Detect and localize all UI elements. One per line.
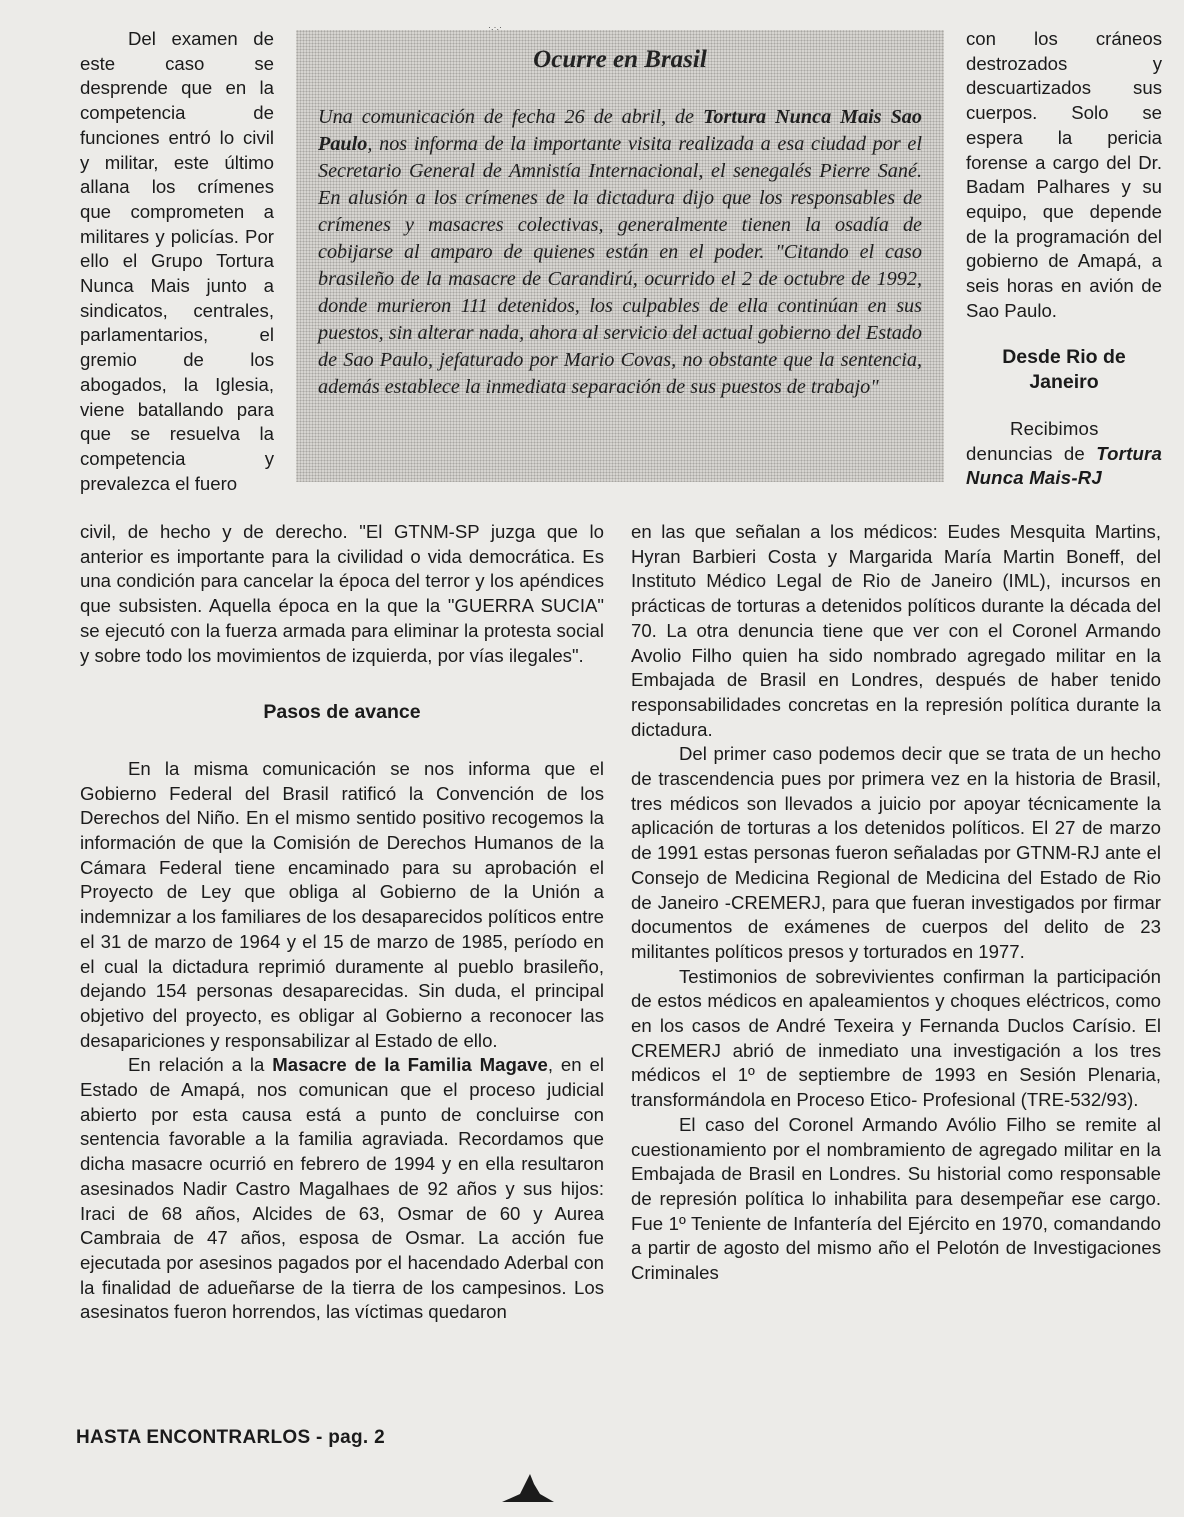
page-footer: HASTA ENCONTRARLOS - pag. 2 — [76, 1427, 385, 1448]
right-wide-column — [631, 520, 1161, 1286]
publication-logo-icon — [500, 1470, 556, 1504]
sidebar-box-org: Tortura Nunca Mais Sao Paulo — [318, 106, 922, 155]
rio-intro: Recibimos denuncias de Tortura Nunca Mais-RJ — [966, 417, 1162, 489]
pasos-paragraph-1: En la misma comunicación se nos informa que el Gobierno Federal del Brasil ratificó la Convención de los Derechos del Niño. En el mismo sentido positivo recogemos la información de que la Comisión de Derechos Humanos de la Cámara Federal tiene encaminado para su aprobación el Proyecto de Ley que obliga al Gobierno de la Unión a indemnizar a los familiares de los desaparecidos políticos entre el 31 de marzo de 1964 y el 15 de marzo de 1985, período en el cual la dictadura reprimió duramente al pueblo brasileño, dejando 154 personas desaparecidas. Sin duda, el principal objetivo del proyecto, es obligar al Gobierno a reconocer las desapariciones y responsabilizar al Estado de ello. — [80, 757, 604, 1051]
rio-paragraph-2: Del primer caso podemos decir que se trata de un hecho de trascendencia pues por primera vez en la historia de Brasil, tres médicos son llevados a juicio por apoyar técnicamente la aplicación de torturas a los detenidos políticos. El 27 de marzo de 1991 estas personas fueron señaladas por GTNM-RJ ante el Consejo de Medicina Regional de Medicina del Estado de Rio de Janeiro -CREMERJ, para que fueran investigados por firmar documentos de exámenes de cuerpos del delito de 23 militantes políticos presos y torturados en 1977. — [631, 743, 1161, 962]
heading-desde-rio: Desde Rio de Janeiro — [1002, 346, 1126, 394]
rio-intro-org: Tortura Nunca Mais-RJ — [966, 442, 1162, 489]
left-narrow-column — [80, 27, 274, 496]
right-top-paragraph: con los cráneos destrozados y descuartizados sus cuerpos. Solo se espera la pericia forense a cargo del Dr. Badam Palhares y su equipo, que depende de la programación del gobierno de Amapá, a seis horas en avión de Sao Paulo. — [966, 28, 1162, 321]
left-wide-paragraph: civil, de hecho y de derecho. "El GTNM-SP juzga que lo anterior es importante para la civilidad o vida democrática. Es una condición para cancelar la época del terror y los apéndices que subsisten. Aquella época en la que la "GUERRA SUCIA" se ejecutó con la fuerza armada para eliminar la protesta social y sobre todo los movimientos de izquierda, por vías ilegales". — [80, 521, 604, 666]
pasos-bold-phrase: Masacre de la Familia Magave — [272, 1054, 548, 1076]
sidebar-box-body: Una comunicación de fecha 26 de abril, de Tortura Nunca Mais Sao Paulo, nos informa de la importante visita realizada a esa ciudad por el Secretario General de Amnistía Internacional, el senegalés Pierre Sané. En alusión a los crímenes de la dictadura dijo que los responsables de crímenes y masacres colectivas, generalmente tienen la osadía de cobijarse al amparo de quienes están en el poder. "Citando el caso brasileño de la masacre de Carandirú, ocurrido el 2 de octubre de 1992, donde murieron 111 detenidos, los culpables de ella continúan en sus puestos, sin alterar nada, ahora al servicio del actual gobierno del Estado de Sao Paulo, jefaturado por Mario Covas, no obstante que la sentencia, además establece la inmediata separación de sus puestos de trabajo" — [318, 106, 922, 398]
rio-paragraph-4: El caso del Coronel Armando Avólio Filho se remite al cuestionamiento por el nombramiento de agregado militar en la Embajada de Brasil en Londres. Su historial como responsable de represión política lo inhabilita para desempeñar ese cargo. Fue 1º Teniente de Infantería del Ejército en 1970, comandando a partir de agosto del mismo año el Pelotón de Investigaciones Criminales — [631, 1113, 1161, 1284]
right-narrow-column — [966, 27, 1162, 491]
rio-paragraph-1: en las que señalan a los médicos: Eudes Mesquita Martins, Hyran Barbieri Costa y Margarida María Martin Boneff, del Instituto Médico Legal de Rio de Janeiro (IML), incursos en prácticas de torturas a detenidos políticos durante la década del 70. La otra denuncia tiene que ver con el Coronel Armando Avolio Filho quien ha sido nombrado agregado militar en la Embajada de Brasil en Londres, después de haber tenido responsabilidades concretas en la represión política durante la dictadura. — [631, 521, 1161, 740]
sidebar-box — [296, 30, 944, 482]
left-top-paragraph: Del examen de este caso se desprende que en la competencia de funciones entró lo civil y militar, este último allana los crímenes que comprometen a militares y policías. Por ello el Grupo Tortura Nunca Mais junto a sindicatos, centrales, parlamentarios, el gremio de los abogados, la Iglesia, viene batallando para que se resuelva la competencia y prevalezca el fuero — [80, 28, 274, 494]
sidebar-box-title: Ocurre en Brasil — [533, 46, 707, 73]
rio-paragraph-3: Testimonios de sobrevivientes confirman la participación de estos médicos en apaleamientos y choques eléctricos, como en los casos de André Texeira y Fernanda Duclos Carísio. El CREMERJ abrió de inmediato una investigación a los tres médicos el 1º de septiembre de 1993 en Sesión Plenaria, transformándola en Proceso Etico- Profesional (TRE-532/93). — [631, 965, 1161, 1111]
print-speck: ·.·.· — [488, 22, 502, 32]
heading-pasos-de-avance: Pasos de avance — [263, 701, 421, 724]
left-wide-column — [80, 520, 604, 1325]
pasos-paragraph-2: En relación a la Masacre de la Familia Magave, en el Estado de Amapá, nos comunican que el proceso judicial abierto por esta causa está a punto de concluirse con sentencia favorable a la familia agraviada. Recordamos que dicha masacre ocurrió en febrero de 1994 y en ella resultaron asesinados Nadir Castro Magalhaes de 92 años y sus hijos: Iraci de 68 años, Alcides de 63, Osmar de 60 y Aurea Cambraia de 47 años, esposa de Osmar. La acción fue ejecutada por asesinos pagados por el hacendado Aderbal con la finalidad de adueñarse de la tierra de los campesinos. Los asesinatos fueron horrendos, las víctimas quedaron — [80, 1054, 604, 1323]
